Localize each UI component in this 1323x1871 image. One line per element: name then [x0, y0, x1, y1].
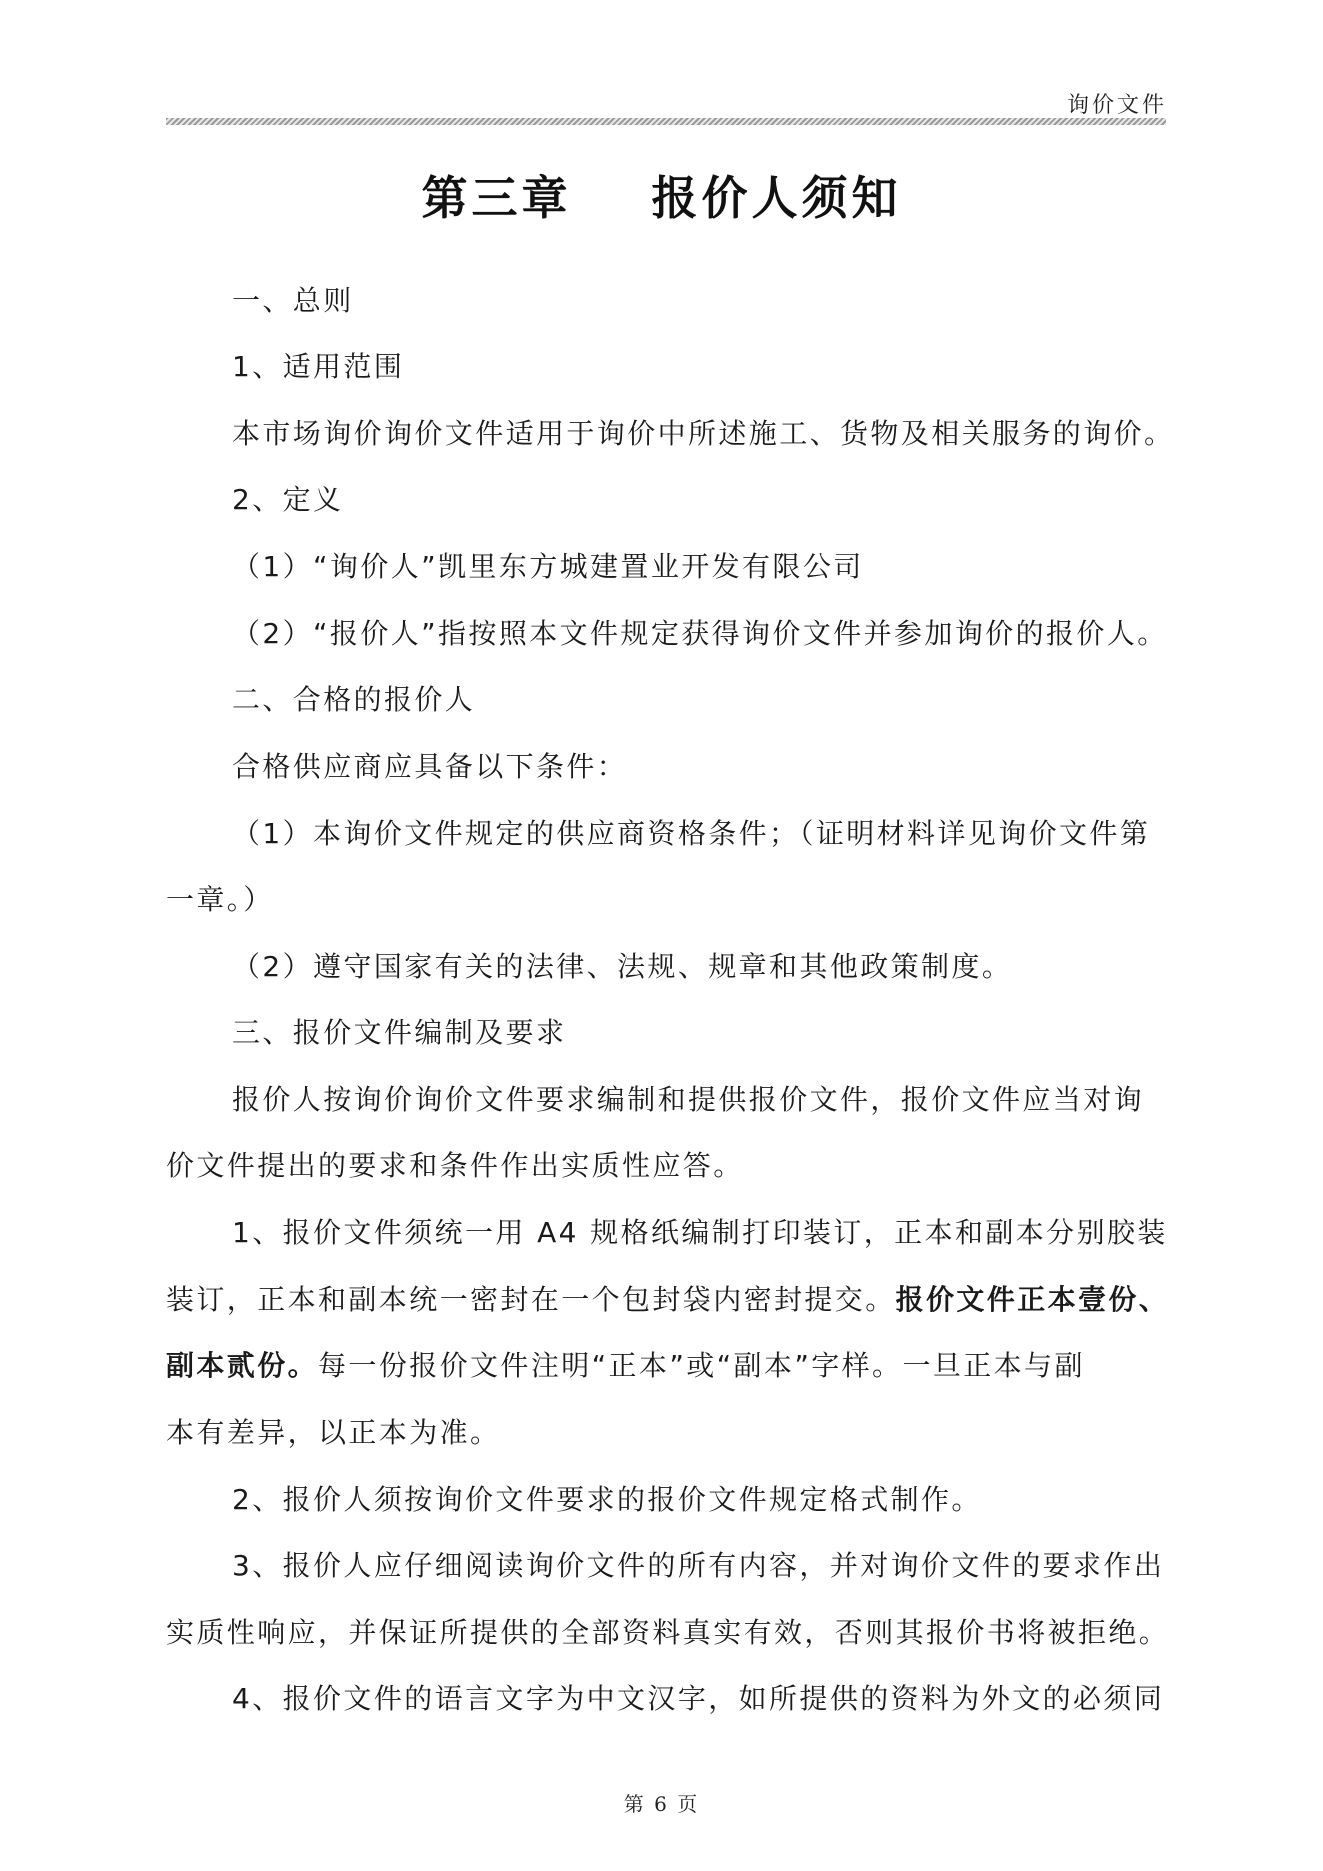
chapter-title: 第三章 报价人须知 [421, 171, 902, 225]
item-1-line-2-text: 装订，正本和副本统一密封在一个包封袋内密封提交。 [166, 1283, 896, 1316]
condition-1-line-1: （1）本询价文件规定的供应商资格条件；（证明材料详见询价文件第 [232, 817, 1151, 850]
definition-bidder: （2）“报价人”指按照本文件规定获得询价文件并参加询价的报价人。 [232, 617, 1168, 650]
section-heading-preparation: 三、报价文件编制及要求 [232, 1016, 567, 1049]
section-heading-general: 一、总则 [232, 284, 354, 317]
item-1-emphasis-copies: 副本贰份。 [166, 1349, 319, 1382]
subheading-scope: 1、适用范围 [232, 350, 405, 383]
item-1-emphasis-original: 报价文件正本壹份、 [895, 1283, 1170, 1316]
paragraph-scope: 本市场询价询价文件适用于询价中所述施工、货物及相关服务的询价。 [232, 417, 1175, 450]
running-header: 询价文件 [1066, 93, 1167, 118]
item-3-line-1: 3、报价人应仔细阅读询价文件的所有内容，并对询价文件的要求作出 [232, 1549, 1165, 1582]
item-1-line-1: 1、报价文件须统一用 A4 规格纸编制打印装订，正本和副本分别胶装 [232, 1216, 1168, 1249]
item-1-line-4: 本有差异，以正本为准。 [166, 1416, 501, 1449]
paragraph-preparation-line-2: 价文件提出的要求和条件作出实质性应答。 [166, 1149, 744, 1182]
paragraph-conditions-intro: 合格供应商应具备以下条件： [232, 750, 628, 783]
condition-1-line-2: 一章。） [166, 883, 274, 916]
item-1-line-3-text: 每一份报价文件注明“正本”或“副本”字样。一旦正本与副 [318, 1349, 1085, 1382]
item-3-line-2: 实质性响应，并保证所提供的全部资料真实有效，否则其报价书将被拒绝。 [166, 1616, 1170, 1649]
condition-2: （2）遵守国家有关的法律、法规、规章和其他政策制度。 [232, 950, 1013, 983]
item-4-line-1: 4、报价文件的语言文字为中文汉字，如所提供的资料为外文的必须同 [232, 1682, 1165, 1715]
item-1-line-3 [166, 1346, 1085, 1386]
paragraph-preparation-line-1: 报价人按询价询价文件要求编制和提供报价文件，报价文件应当对询 [232, 1083, 1145, 1116]
page-number: 第 6 页 [623, 1792, 700, 1816]
definition-inquirer: （1）“询价人”凯里东方城建置业开发有限公司 [232, 550, 864, 583]
item-2: 2、报价人须按询价文件要求的报价文件规定格式制作。 [232, 1483, 982, 1516]
subheading-definitions: 2、定义 [232, 483, 344, 516]
header-rule [166, 118, 1166, 125]
section-heading-qualified-bidder: 二、合格的报价人 [232, 683, 476, 716]
item-1-line-2 [166, 1280, 1169, 1320]
